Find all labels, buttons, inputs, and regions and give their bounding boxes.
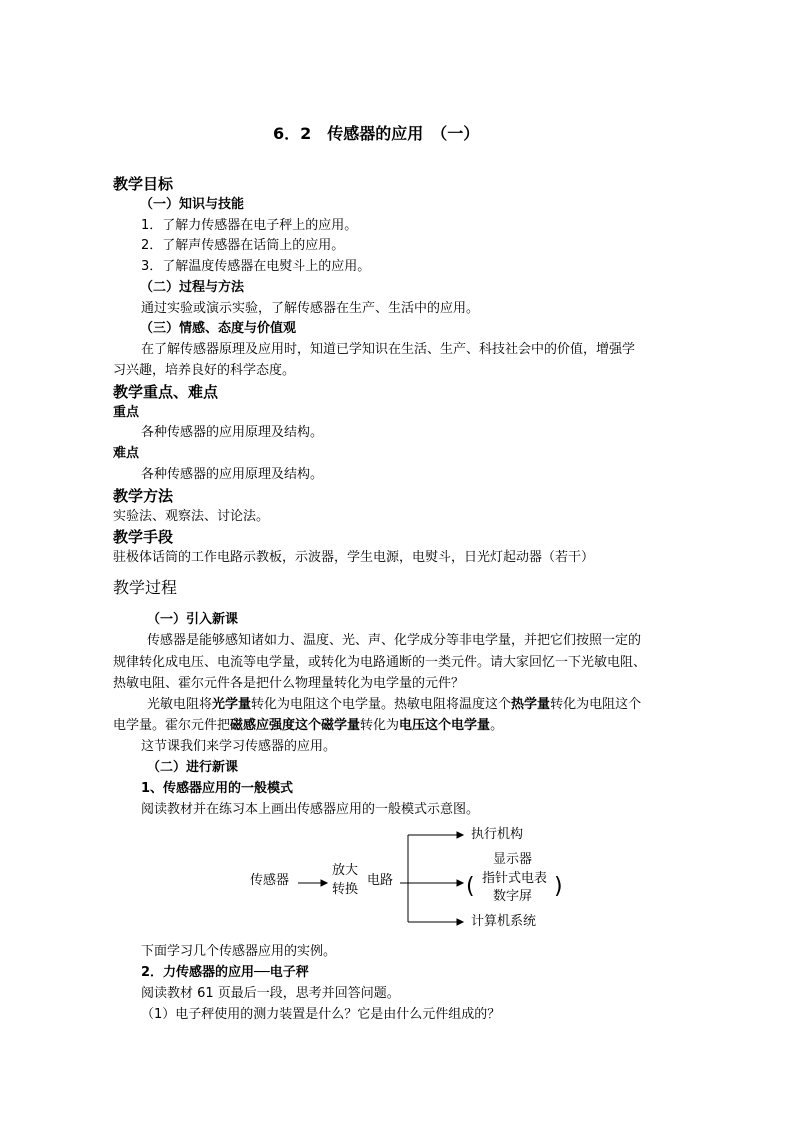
diagram-actuator: 执行机构 — [471, 827, 524, 842]
diagram-right-paren: ) — [554, 874, 563, 899]
process-method-text: 通过实验或演示实验，了解传感器在生产、生活中的应用。 — [141, 301, 480, 316]
difficult-text: 各种传感器的应用原理及结构。 — [141, 467, 324, 482]
p2-seg: 。 — [490, 718, 504, 733]
p2-seg: 转化为 — [360, 718, 400, 733]
objectives-heading: 教学目标 — [113, 175, 174, 193]
diagram-convert: 转换 — [332, 882, 359, 897]
section1-text: 阅读教材并在练习本上画出传感器应用的一般模式示意图。 — [141, 802, 480, 817]
section2-heading: 2．力传感器的应用──电子秤 — [141, 965, 309, 980]
diagram-meter: 指针式电表 — [482, 871, 548, 886]
emotion-heading: （三）情感、态度与价值观 — [140, 321, 297, 336]
diagram-display: 显示器 — [493, 852, 533, 867]
p2-bold-heat: 热学量 — [511, 697, 551, 712]
diagram-left-paren: ( — [466, 874, 475, 899]
diagram-digital: 数字屏 — [493, 889, 533, 904]
arrowhead — [457, 880, 463, 886]
intro-heading: （一）引入新课 — [147, 612, 239, 627]
arrowhead — [457, 832, 463, 838]
process-heading: 教学过程 — [113, 578, 178, 597]
arrowhead — [321, 880, 327, 886]
p2-seg: 转化为电阻这个电学量。热敏电阻将温度这个 — [251, 697, 512, 712]
method-heading: 教学方法 — [113, 487, 174, 505]
arrowhead — [457, 919, 463, 925]
knowledge-heading: （一）知识与技能 — [140, 197, 245, 212]
question-1: （1）电子秤使用的测力装置是什么？它是由什么元件组成的？ — [141, 1007, 501, 1022]
means-text: 驻极体话筒的工作电路示教板，示波器，学生电源，电熨斗，日光灯起动器（若干） — [113, 550, 595, 565]
page-title: 6．2 传感器的应用 （一） — [273, 124, 480, 143]
process-method-heading: （二）过程与方法 — [140, 280, 245, 295]
emotion-text-line1: 在了解传感器原理及应用时，知道已学知识在生活、生产、科技社会中的价值，增强学 — [141, 342, 636, 357]
knowledge-item-3: 3．了解温度传感器在电熨斗上的应用。 — [141, 259, 371, 274]
method-text: 实验法、观察法、讨论法。 — [113, 509, 270, 524]
p2-bold-voltage: 电压这个电学量 — [399, 718, 491, 733]
after-diagram-text: 下面学习几个传感器应用的实例。 — [141, 944, 337, 959]
diagram-sensor: 传感器 — [250, 873, 290, 888]
p2-seg: 光敏电阻将 — [147, 697, 213, 712]
diagram-amplify: 放大 — [332, 863, 359, 878]
section1-heading: 1、传感器应用的一般模式 — [141, 781, 294, 796]
knowledge-item-2: 2．了解声传感器在话筒上的应用。 — [141, 238, 345, 253]
p2-seg: 电学量。霍尔元件把 — [113, 718, 231, 733]
knowledge-item-1: 1．了解力传感器在电子秤上的应用。 — [141, 218, 358, 233]
intro-p1-line3: 热敏电阻、霍尔元件各是把什么物理量转化为电学量的元件？ — [113, 676, 465, 691]
intro-p3: 这节课我们来学习传感器的应用。 — [141, 739, 337, 754]
keypoints-heading: 教学重点、难点 — [113, 383, 219, 401]
p2-bold-magnetic: 磁感应强度这个磁学量 — [230, 718, 361, 733]
emotion-text-line2: 习兴趣，培养良好的科学态度。 — [113, 363, 296, 378]
p2-bold-optics: 光学量 — [212, 697, 252, 712]
intro-p1-line2: 规律转化成电压、电流等电学量，或转化为电路通断的一类元件。请大家回忆一下光敏电阻、 — [113, 655, 647, 670]
diagram-circuit: 电路 — [367, 873, 394, 888]
key-label: 重点 — [113, 405, 140, 420]
new-lesson-heading: （二）进行新课 — [147, 760, 239, 775]
diagram-computer: 计算机系统 — [471, 914, 537, 929]
intro-p1-line1: 传感器是能够感知诸如力、温度、光、声、化学成分等非电学量，并把它们按照一定的 — [147, 633, 642, 648]
p2-seg: 转化为电阻这个 — [550, 697, 642, 712]
section2-text: 阅读教材 61 页最后一段，思考并回答问题。 — [141, 986, 400, 1001]
means-heading: 教学手段 — [113, 528, 174, 546]
key-text: 各种传感器的应用原理及结构。 — [141, 425, 324, 440]
difficult-label: 难点 — [113, 446, 140, 461]
